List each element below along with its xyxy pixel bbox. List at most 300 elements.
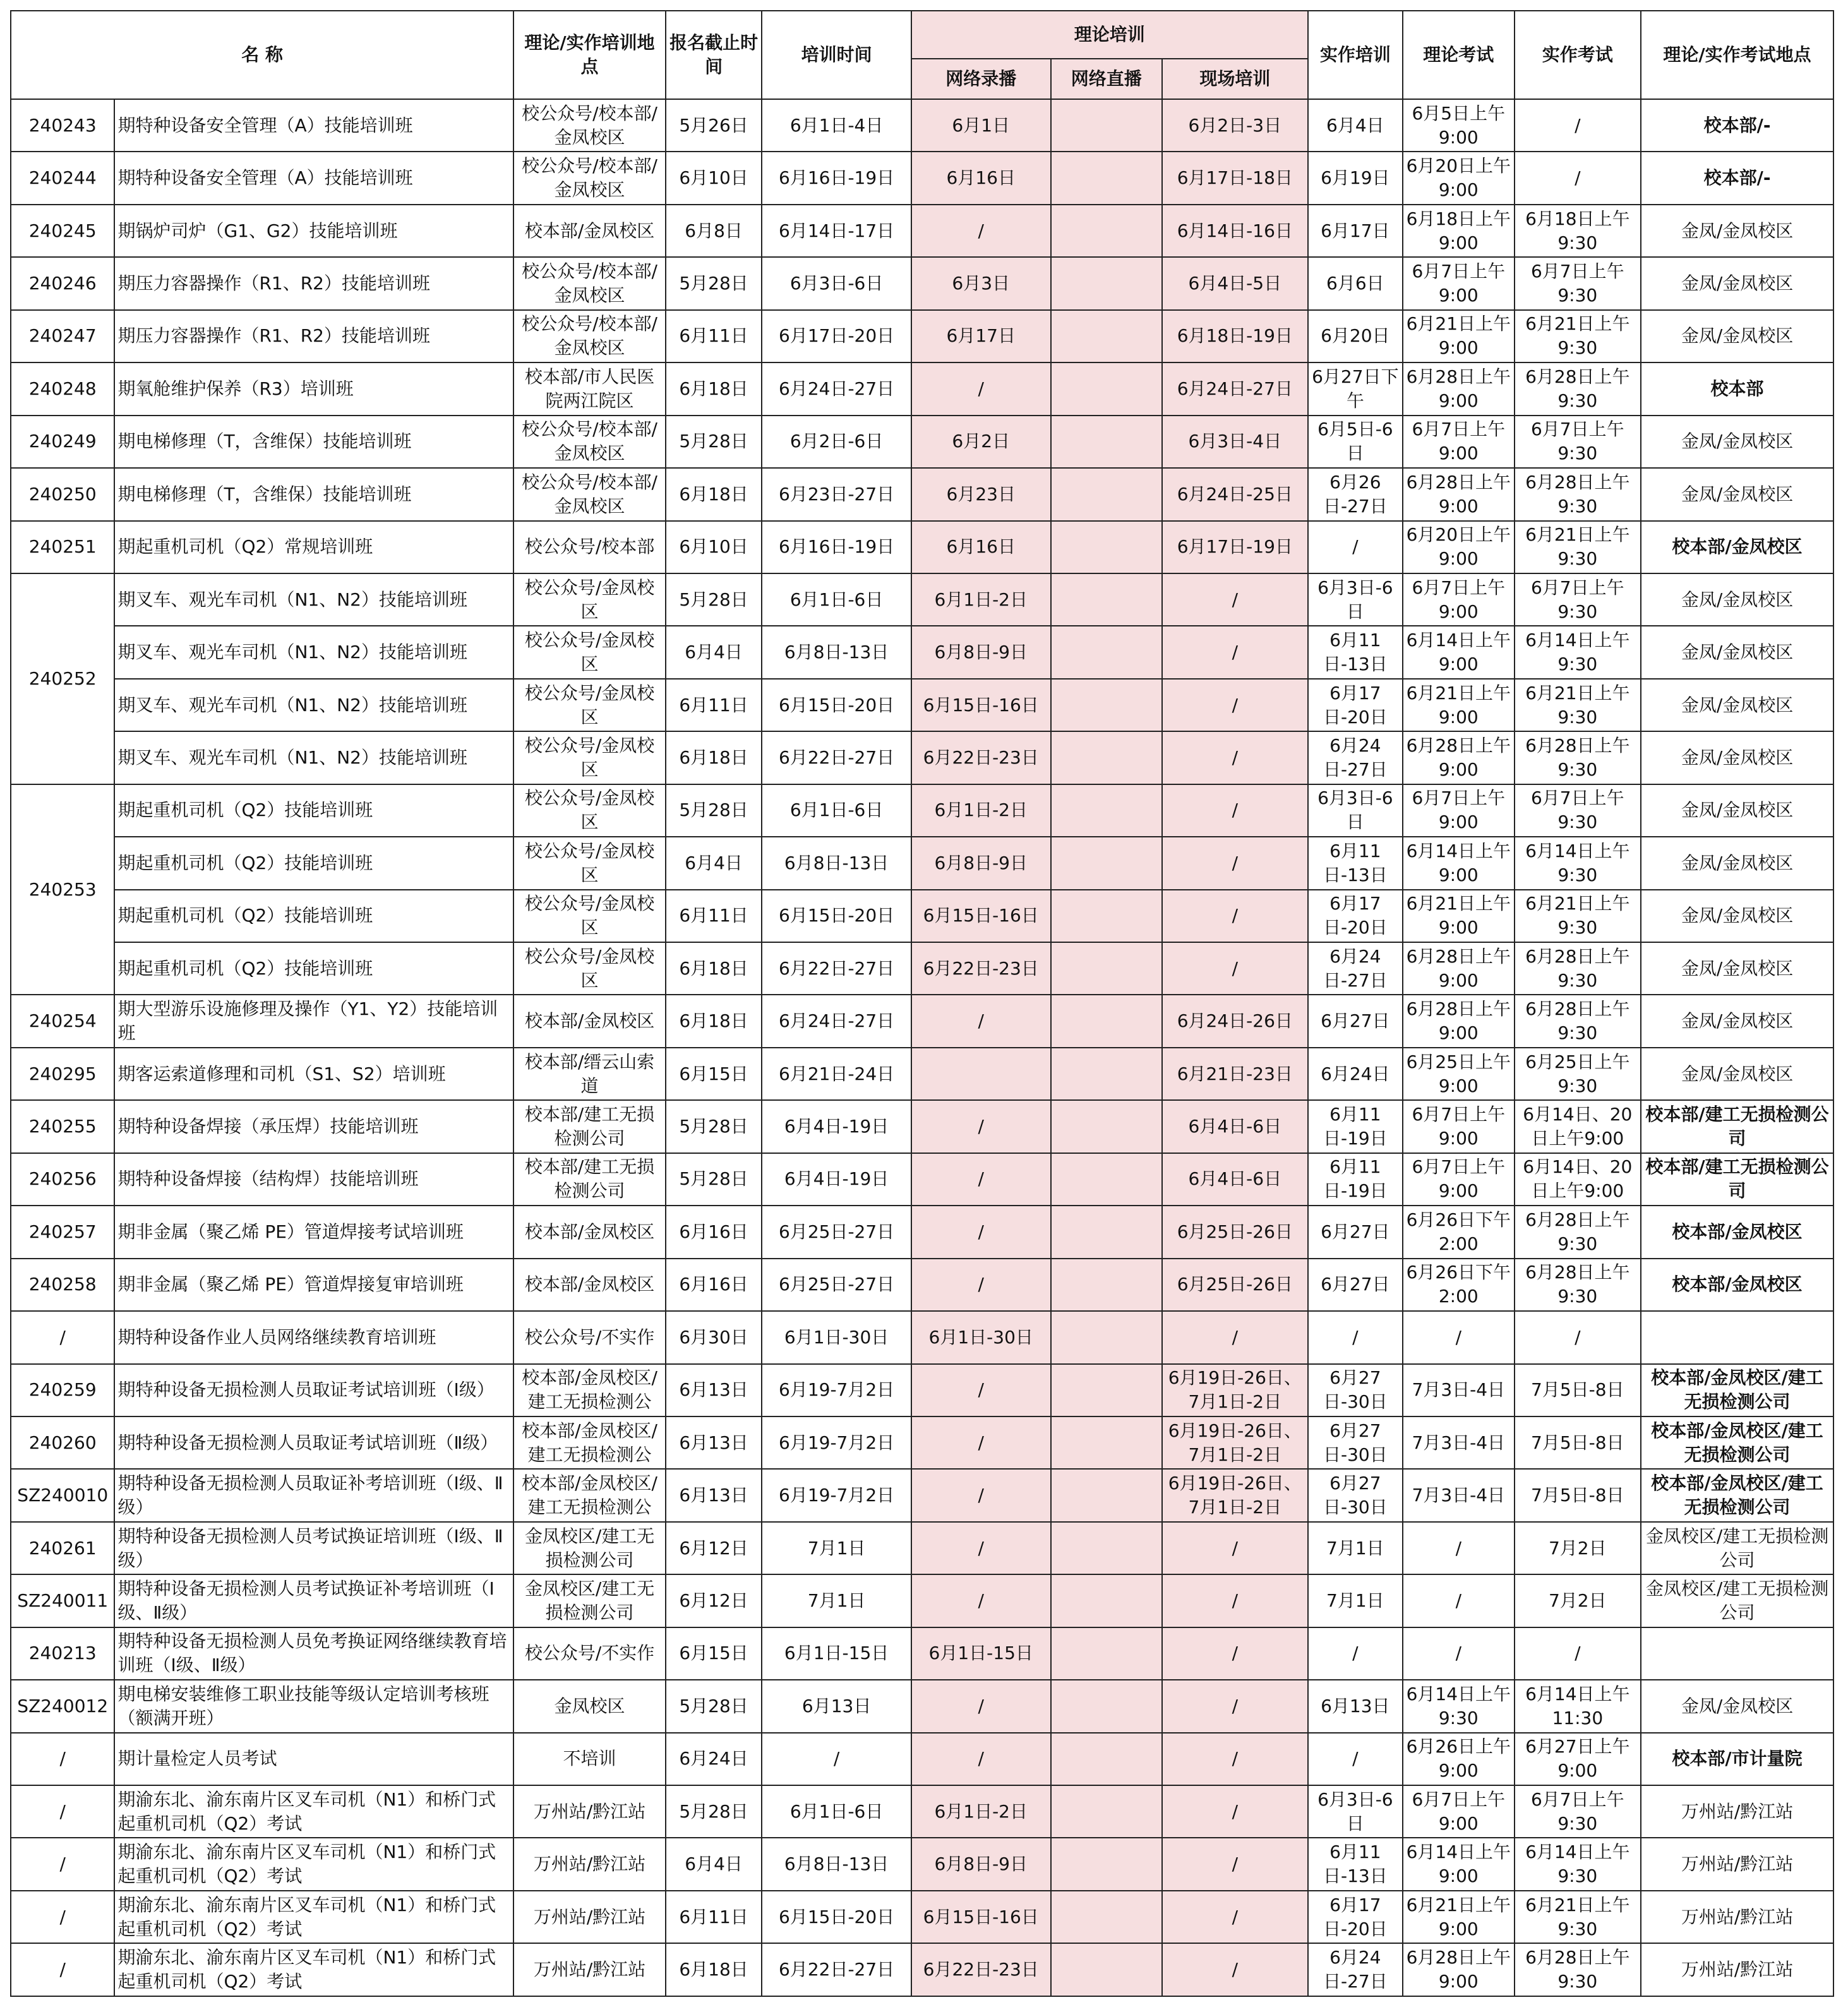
cell-recorded: 6月16日	[911, 521, 1051, 573]
cell-training-time: 6月15日-20日	[762, 890, 911, 942]
cell-practical: 6月27日	[1308, 995, 1403, 1047]
cell-practical-exam: 6月14日、20日上午9:00	[1515, 1100, 1641, 1153]
cell-onsite: /	[1162, 890, 1308, 942]
cell-name: 期叉车、观光车司机（N1、N2）技能培训班	[114, 731, 513, 784]
cell-name: 期电梯修理（T，含维保）技能培训班	[114, 468, 513, 520]
cell-practical: 6月27日	[1308, 1206, 1403, 1258]
cell-recorded: 6月8日-9日	[911, 626, 1051, 678]
cell-live	[1051, 1416, 1162, 1469]
cell-training-time: 6月1日-15日	[762, 1627, 911, 1680]
header-theory-exam: 理论考试	[1403, 11, 1514, 99]
cell-location: 校本部/缙云山索道	[513, 1048, 666, 1100]
cell-exam-location: 万州站/黔江站	[1641, 1943, 1833, 1996]
cell-theory-exam: 6月28日上午9:00	[1403, 995, 1514, 1047]
cell-practical: /	[1308, 1733, 1403, 1785]
table-row	[11, 468, 1833, 520]
cell-deadline: 6月15日	[666, 1048, 762, 1100]
cell-training-time: 6月15日-20日	[762, 1891, 911, 1943]
table-row	[11, 679, 1833, 731]
cell-location: 校公众号/金凤校区	[513, 731, 666, 784]
cell-recorded: 6月8日-9日	[911, 837, 1051, 889]
cell-practical-exam: 6月28日上午9:30	[1515, 362, 1641, 415]
header-deadline: 报名截止时间	[666, 11, 762, 99]
cell-practical: 6月24日-27日	[1308, 731, 1403, 784]
cell-location: 校本部/金凤校区	[513, 1259, 666, 1311]
cell-theory-exam: 6月7日上午9:00	[1403, 784, 1514, 837]
cell-recorded: 6月1日-2日	[911, 573, 1051, 626]
table-row	[11, 1838, 1833, 1890]
cell-recorded: 6月3日	[911, 257, 1051, 309]
cell-training-time: 6月1日-30日	[762, 1311, 911, 1363]
cell-onsite: /	[1162, 942, 1308, 995]
cell-location: 校本部/金凤校区	[513, 1206, 666, 1258]
cell-recorded: 6月22日-23日	[911, 942, 1051, 995]
cell-deadline: 5月26日	[666, 99, 762, 152]
cell-practical: 6月17日-20日	[1308, 890, 1403, 942]
cell-deadline: 6月4日	[666, 1838, 762, 1890]
table-row	[11, 1627, 1833, 1680]
cell-training-time: 7月1日	[762, 1574, 911, 1627]
cell-live	[1051, 1153, 1162, 1206]
cell-location: 校本部/市人民医院两江院区	[513, 362, 666, 415]
cell-training-time: 6月19-7月2日	[762, 1469, 911, 1521]
cell-location: 校公众号/校本部/金凤校区	[513, 416, 666, 468]
cell-name: 期特种设备无损检测人员考试换证培训班（Ⅰ级、Ⅱ级）	[114, 1522, 513, 1574]
cell-training-time: 7月1日	[762, 1522, 911, 1574]
table-row	[11, 626, 1833, 678]
cell-live	[1051, 1206, 1162, 1258]
cell-deadline: 6月11日	[666, 1891, 762, 1943]
cell-onsite: 6月4日-5日	[1162, 257, 1308, 309]
cell-name: 期起重机司机（Q2）技能培训班	[114, 942, 513, 995]
cell-practical-exam: 7月5日-8日	[1515, 1469, 1641, 1521]
cell-practical: 6月11日-13日	[1308, 837, 1403, 889]
cell-exam-location: 校本部/金凤校区/建工无损检测公司	[1641, 1469, 1833, 1521]
cell-live	[1051, 99, 1162, 152]
cell-theory-exam: /	[1403, 1574, 1514, 1627]
cell-practical-exam: 6月7日上午9:30	[1515, 784, 1641, 837]
cell-name: 期特种设备安全管理（A）技能培训班	[114, 99, 513, 152]
cell-exam-location: 金凤/金凤校区	[1641, 257, 1833, 309]
cell-training-time: 6月16日-19日	[762, 521, 911, 573]
cell-location: 校公众号/校本部/金凤校区	[513, 468, 666, 520]
cell-practical-exam: 6月21日上午9:30	[1515, 1891, 1641, 1943]
cell-name: 期锅炉司炉（G1、G2）技能培训班	[114, 205, 513, 257]
cell-onsite: 6月19日-26日、7月1日-2日	[1162, 1364, 1308, 1416]
table-row	[11, 890, 1833, 942]
table-row	[11, 257, 1833, 309]
table-header	[11, 11, 1833, 99]
cell-id: 240252	[11, 573, 114, 784]
cell-onsite: 6月4日-6日	[1162, 1153, 1308, 1206]
cell-live	[1051, 942, 1162, 995]
cell-name: 期电梯修理（T，含维保）技能培训班	[114, 416, 513, 468]
cell-recorded: /	[911, 1416, 1051, 1469]
cell-live	[1051, 1311, 1162, 1363]
cell-onsite: /	[1162, 1838, 1308, 1890]
cell-location: 校本部/金凤校区/建工无损检测公	[513, 1364, 666, 1416]
cell-name: 期起重机司机（Q2）技能培训班	[114, 837, 513, 889]
cell-theory-exam: 6月25日上午9:00	[1403, 1048, 1514, 1100]
cell-name: 期叉车、观光车司机（N1、N2）技能培训班	[114, 679, 513, 731]
cell-practical-exam: 7月5日-8日	[1515, 1416, 1641, 1469]
cell-live	[1051, 1733, 1162, 1785]
cell-onsite: 6月24日-26日	[1162, 995, 1308, 1047]
cell-id: SZ240012	[11, 1680, 114, 1732]
cell-id: SZ240011	[11, 1574, 114, 1627]
cell-name: 期渝东北、渝东南片区叉车司机（N1）和桥门式起重机司机（Q2）考试	[114, 1838, 513, 1890]
cell-onsite: 6月24日-27日	[1162, 362, 1308, 415]
cell-recorded: 6月1日	[911, 99, 1051, 152]
table-row	[11, 1469, 1833, 1521]
cell-practical: 6月11日-13日	[1308, 1838, 1403, 1890]
header-practical-exam: 实作考试	[1515, 11, 1641, 99]
cell-deadline: 6月15日	[666, 1627, 762, 1680]
cell-recorded: 6月1日-15日	[911, 1627, 1051, 1680]
cell-practical-exam: 6月14日上午11:30	[1515, 1680, 1641, 1732]
table-row	[11, 1259, 1833, 1311]
cell-onsite: 6月25日-26日	[1162, 1206, 1308, 1258]
cell-training-time: 6月19-7月2日	[762, 1364, 911, 1416]
cell-training-time: 6月25日-27日	[762, 1259, 911, 1311]
cell-deadline: 6月11日	[666, 679, 762, 731]
cell-name: 期非金属（聚乙烯 PE）管道焊接考试培训班	[114, 1206, 513, 1258]
cell-recorded: 6月22日-23日	[911, 731, 1051, 784]
cell-location: 校本部/建工无损检测公司	[513, 1153, 666, 1206]
training-schedule-table	[10, 10, 1834, 1997]
cell-id: 240243	[11, 99, 114, 152]
cell-name: 期压力容器操作（R1、R2）技能培训班	[114, 310, 513, 362]
cell-exam-location: 金凤/金凤校区	[1641, 468, 1833, 520]
cell-theory-exam: 6月7日上午9:00	[1403, 573, 1514, 626]
cell-practical-exam: 6月7日上午9:30	[1515, 257, 1641, 309]
cell-deadline: 6月18日	[666, 731, 762, 784]
cell-exam-location: 金凤/金凤校区	[1641, 679, 1833, 731]
cell-practical-exam: 6月28日上午9:30	[1515, 731, 1641, 784]
cell-exam-location: 校本部/金凤校区	[1641, 1206, 1833, 1258]
table-row	[11, 1311, 1833, 1363]
cell-recorded: 6月1日-2日	[911, 1785, 1051, 1838]
cell-theory-exam: 6月28日上午9:00	[1403, 942, 1514, 995]
cell-practical: 6月17日	[1308, 205, 1403, 257]
header-location: 理论/实作培训地点	[513, 11, 666, 99]
cell-deadline: 5月28日	[666, 1153, 762, 1206]
cell-recorded: /	[911, 1680, 1051, 1732]
cell-live	[1051, 416, 1162, 468]
cell-exam-location: 金凤校区/建工无损检测公司	[1641, 1574, 1833, 1627]
cell-practical-exam: 6月7日上午9:30	[1515, 573, 1641, 626]
cell-recorded: 6月17日	[911, 310, 1051, 362]
cell-location: 校本部/金凤校区/建工无损检测公	[513, 1469, 666, 1521]
cell-exam-location: 金凤/金凤校区	[1641, 205, 1833, 257]
cell-name: 期特种设备无损检测人员考试换证补考培训班（Ⅰ级、Ⅱ级）	[114, 1574, 513, 1627]
cell-location: 校公众号/金凤校区	[513, 942, 666, 995]
cell-practical: 6月27日	[1308, 1259, 1403, 1311]
cell-theory-exam: 6月20日上午9:00	[1403, 152, 1514, 204]
cell-location: 不培训	[513, 1733, 666, 1785]
cell-theory-exam: 6月28日上午9:00	[1403, 1943, 1514, 1996]
cell-practical: 7月1日	[1308, 1522, 1403, 1574]
cell-recorded: 6月15日-16日	[911, 679, 1051, 731]
cell-onsite: /	[1162, 784, 1308, 837]
cell-recorded: /	[911, 1100, 1051, 1153]
cell-onsite: /	[1162, 837, 1308, 889]
cell-theory-exam: 6月26日下午2:00	[1403, 1259, 1514, 1311]
cell-onsite: /	[1162, 626, 1308, 678]
cell-name: 期起重机司机（Q2）技能培训班	[114, 784, 513, 837]
cell-theory-exam: 6月21日上午9:00	[1403, 310, 1514, 362]
cell-practical: 6月20日	[1308, 310, 1403, 362]
cell-location: 校公众号/校本部/金凤校区	[513, 310, 666, 362]
cell-practical: 6月19日	[1308, 152, 1403, 204]
cell-location: 校公众号/校本部/金凤校区	[513, 152, 666, 204]
cell-location: 校公众号/金凤校区	[513, 890, 666, 942]
cell-live	[1051, 1891, 1162, 1943]
cell-live	[1051, 890, 1162, 942]
cell-recorded: /	[911, 995, 1051, 1047]
cell-onsite: 6月21日-23日	[1162, 1048, 1308, 1100]
training-schedule-sheet	[10, 10, 1834, 1997]
cell-theory-exam: /	[1403, 1627, 1514, 1680]
cell-live	[1051, 573, 1162, 626]
cell-exam-location: 万州站/黔江站	[1641, 1838, 1833, 1890]
cell-live	[1051, 1522, 1162, 1574]
cell-location: 金凤校区	[513, 1680, 666, 1732]
cell-practical-exam: 7月2日	[1515, 1522, 1641, 1574]
cell-id: 240246	[11, 257, 114, 309]
cell-practical: /	[1308, 1311, 1403, 1363]
cell-practical-exam: 6月14日上午9:30	[1515, 837, 1641, 889]
cell-onsite: /	[1162, 1627, 1308, 1680]
cell-location: 万州站/黔江站	[513, 1891, 666, 1943]
cell-deadline: 6月10日	[666, 152, 762, 204]
cell-practical-exam: 6月14日上午9:30	[1515, 1838, 1641, 1890]
cell-onsite: /	[1162, 1522, 1308, 1574]
cell-name: 期特种设备焊接（结构焊）技能培训班	[114, 1153, 513, 1206]
cell-practical: 6月3日-6日	[1308, 784, 1403, 837]
cell-practical: /	[1308, 521, 1403, 573]
cell-name: 期特种设备无损检测人员取证考试培训班（Ⅰ级）	[114, 1364, 513, 1416]
cell-onsite: 6月19日-26日、7月1日-2日	[1162, 1416, 1308, 1469]
cell-live	[1051, 1100, 1162, 1153]
cell-live	[1051, 1259, 1162, 1311]
cell-practical: 6月11日-13日	[1308, 626, 1403, 678]
cell-live	[1051, 521, 1162, 573]
cell-practical: 6月26日-27日	[1308, 468, 1403, 520]
cell-live	[1051, 995, 1162, 1047]
cell-location: 校公众号/不实作	[513, 1311, 666, 1363]
cell-training-time: 6月22日-27日	[762, 1943, 911, 1996]
cell-location: 校公众号/金凤校区	[513, 679, 666, 731]
cell-live	[1051, 1785, 1162, 1838]
cell-practical: 6月24日-27日	[1308, 942, 1403, 995]
cell-name: 期特种设备焊接（承压焊）技能培训班	[114, 1100, 513, 1153]
cell-exam-location	[1641, 1627, 1833, 1680]
cell-onsite: /	[1162, 573, 1308, 626]
cell-name: 期渝东北、渝东南片区叉车司机（N1）和桥门式起重机司机（Q2）考试	[114, 1785, 513, 1838]
cell-live	[1051, 837, 1162, 889]
cell-theory-exam: 6月14日上午9:00	[1403, 626, 1514, 678]
table-row	[11, 1364, 1833, 1416]
cell-live	[1051, 1680, 1162, 1732]
cell-practical-exam: 6月7日上午9:30	[1515, 1785, 1641, 1838]
table-row	[11, 1048, 1833, 1100]
cell-deadline: 6月30日	[666, 1311, 762, 1363]
cell-exam-location: 金凤/金凤校区	[1641, 1048, 1833, 1100]
cell-live	[1051, 679, 1162, 731]
cell-theory-exam: 6月7日上午9:00	[1403, 257, 1514, 309]
cell-deadline: 6月18日	[666, 995, 762, 1047]
cell-exam-location: 金凤/金凤校区	[1641, 1680, 1833, 1732]
cell-recorded	[911, 1048, 1051, 1100]
cell-name: 期客运索道修理和司机（S1、S2）培训班	[114, 1048, 513, 1100]
cell-id: 240247	[11, 310, 114, 362]
table-row	[11, 784, 1833, 837]
cell-practical-exam: 6月25日上午9:30	[1515, 1048, 1641, 1100]
cell-id: 240250	[11, 468, 114, 520]
cell-training-time: 6月8日-13日	[762, 1838, 911, 1890]
table-row	[11, 731, 1833, 784]
cell-id: 240255	[11, 1100, 114, 1153]
cell-practical-exam: 7月2日	[1515, 1574, 1641, 1627]
cell-name: 期特种设备无损检测人员免考换证网络继续教育培训班（Ⅰ级、Ⅱ级）	[114, 1627, 513, 1680]
cell-training-time: 6月1日-6日	[762, 573, 911, 626]
cell-deadline: 6月13日	[666, 1416, 762, 1469]
cell-theory-exam: 6月21日上午9:00	[1403, 679, 1514, 731]
cell-location: 校本部/金凤校区	[513, 995, 666, 1047]
cell-recorded: /	[911, 1206, 1051, 1258]
cell-theory-exam: 6月5日上午9:00	[1403, 99, 1514, 152]
cell-practical-exam: 6月14日上午9:30	[1515, 626, 1641, 678]
cell-training-time: 6月8日-13日	[762, 626, 911, 678]
cell-theory-exam: 6月21日上午9:00	[1403, 1891, 1514, 1943]
cell-id: /	[11, 1943, 114, 1996]
cell-exam-location: 万州站/黔江站	[1641, 1785, 1833, 1838]
cell-location: 校公众号/校本部	[513, 521, 666, 573]
cell-practical: 6月3日-6日	[1308, 1785, 1403, 1838]
cell-recorded: /	[911, 1522, 1051, 1574]
cell-recorded: /	[911, 1364, 1051, 1416]
header-recorded: 网络录播	[911, 59, 1051, 99]
cell-practical-exam: 6月28日上午9:30	[1515, 1206, 1641, 1258]
cell-practical: 6月24日-27日	[1308, 1943, 1403, 1996]
cell-location: 金凤校区/建工无损检测公司	[513, 1574, 666, 1627]
cell-onsite: /	[1162, 1785, 1308, 1838]
cell-theory-exam: 6月21日上午9:00	[1403, 890, 1514, 942]
cell-training-time: 6月23日-27日	[762, 468, 911, 520]
cell-theory-exam: 6月14日上午9:00	[1403, 837, 1514, 889]
cell-onsite: 6月14日-16日	[1162, 205, 1308, 257]
cell-practical: 6月27日-30日	[1308, 1416, 1403, 1469]
cell-practical: 7月1日	[1308, 1574, 1403, 1627]
header-exam-location: 理论/实作考试地点	[1641, 11, 1833, 99]
cell-id: 240254	[11, 995, 114, 1047]
cell-recorded: /	[911, 205, 1051, 257]
cell-training-time: 6月25日-27日	[762, 1206, 911, 1258]
cell-deadline: 5月28日	[666, 784, 762, 837]
cell-deadline: 6月12日	[666, 1574, 762, 1627]
cell-theory-exam: /	[1403, 1522, 1514, 1574]
cell-onsite: /	[1162, 731, 1308, 784]
cell-training-time: 6月4日-19日	[762, 1153, 911, 1206]
cell-onsite: /	[1162, 1891, 1308, 1943]
cell-exam-location: 金凤/金凤校区	[1641, 890, 1833, 942]
cell-practical: 6月24日	[1308, 1048, 1403, 1100]
cell-deadline: 6月18日	[666, 1943, 762, 1996]
cell-name: 期特种设备安全管理（A）技能培训班	[114, 152, 513, 204]
cell-recorded: /	[911, 1733, 1051, 1785]
cell-deadline: 5月28日	[666, 1100, 762, 1153]
cell-deadline: 5月28日	[666, 1785, 762, 1838]
cell-training-time: 6月2日-6日	[762, 416, 911, 468]
cell-deadline: 5月28日	[666, 257, 762, 309]
cell-practical: 6月13日	[1308, 1680, 1403, 1732]
cell-theory-exam: 6月14日上午9:30	[1403, 1680, 1514, 1732]
cell-exam-location: 校本部/金凤校区	[1641, 1259, 1833, 1311]
cell-location: 校公众号/金凤校区	[513, 573, 666, 626]
cell-id: 240259	[11, 1364, 114, 1416]
cell-deadline: 5月28日	[666, 416, 762, 468]
cell-exam-location: 金凤/金凤校区	[1641, 942, 1833, 995]
cell-practical: 6月11日-19日	[1308, 1100, 1403, 1153]
cell-recorded: 6月16日	[911, 152, 1051, 204]
cell-live	[1051, 362, 1162, 415]
cell-location: 金凤校区/建工无损检测公司	[513, 1522, 666, 1574]
cell-live	[1051, 1048, 1162, 1100]
cell-theory-exam: 6月14日上午9:00	[1403, 1838, 1514, 1890]
cell-deadline: 6月13日	[666, 1469, 762, 1521]
table-row	[11, 1891, 1833, 1943]
table-row	[11, 152, 1833, 204]
cell-onsite: 6月17日-18日	[1162, 152, 1308, 204]
cell-theory-exam: 6月28日上午9:00	[1403, 468, 1514, 520]
cell-onsite: /	[1162, 679, 1308, 731]
cell-live	[1051, 1469, 1162, 1521]
cell-exam-location: 金凤/金凤校区	[1641, 837, 1833, 889]
cell-practical: 6月17日-20日	[1308, 1891, 1403, 1943]
cell-live	[1051, 626, 1162, 678]
cell-practical: 6月11日-19日	[1308, 1153, 1403, 1206]
cell-name: 期计量检定人员考试	[114, 1733, 513, 1785]
cell-exam-location: 校本部/建工无损检测公司	[1641, 1153, 1833, 1206]
cell-name: 期电梯安装维修工职业技能等级认定培训考核班（额满开班）	[114, 1680, 513, 1732]
cell-name: 期渝东北、渝东南片区叉车司机（N1）和桥门式起重机司机（Q2）考试	[114, 1891, 513, 1943]
cell-location: 万州站/黔江站	[513, 1943, 666, 1996]
cell-location: 校公众号/金凤校区	[513, 837, 666, 889]
cell-practical: 6月4日	[1308, 99, 1403, 152]
cell-exam-location: 校本部/金凤校区/建工无损检测公司	[1641, 1416, 1833, 1469]
cell-id: /	[11, 1733, 114, 1785]
cell-training-time: 6月19-7月2日	[762, 1416, 911, 1469]
cell-practical-exam: 6月21日上午9:30	[1515, 521, 1641, 573]
cell-recorded: /	[911, 1574, 1051, 1627]
cell-exam-location: 校本部/-	[1641, 152, 1833, 204]
table-row	[11, 1733, 1833, 1785]
cell-recorded: /	[911, 1469, 1051, 1521]
cell-recorded: 6月15日-16日	[911, 1891, 1051, 1943]
cell-theory-exam: 6月28日上午9:00	[1403, 731, 1514, 784]
cell-theory-exam: 7月3日-4日	[1403, 1416, 1514, 1469]
header-onsite: 现场培训	[1162, 59, 1308, 99]
header-theory: 理论培训	[911, 11, 1308, 59]
cell-training-time: 6月8日-13日	[762, 837, 911, 889]
cell-live	[1051, 1364, 1162, 1416]
cell-live	[1051, 1838, 1162, 1890]
cell-name: 期压力容器操作（R1、R2）技能培训班	[114, 257, 513, 309]
cell-theory-exam: 6月26日下午2:00	[1403, 1206, 1514, 1258]
cell-live	[1051, 784, 1162, 837]
cell-recorded: /	[911, 1259, 1051, 1311]
